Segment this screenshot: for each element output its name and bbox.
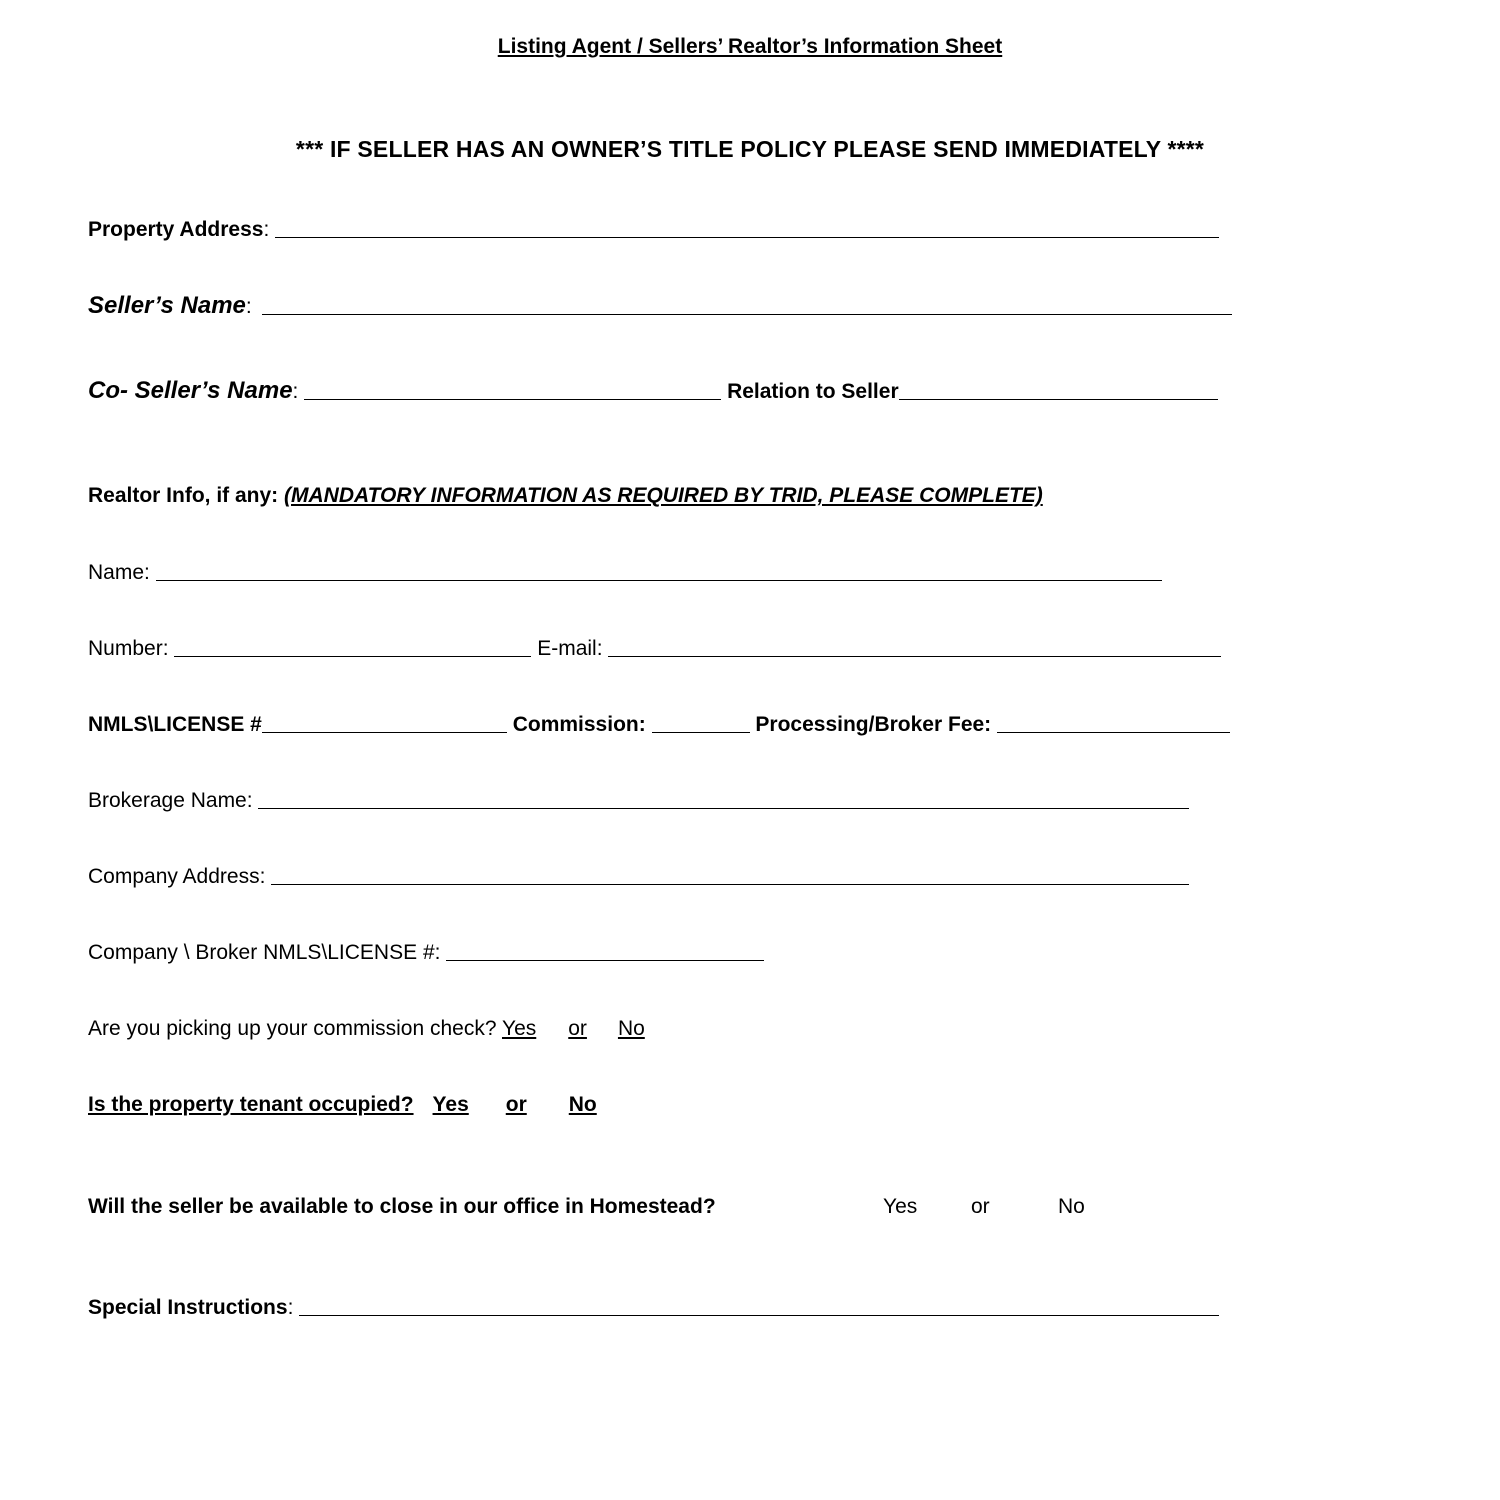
sellers-name-label: Seller’s Name [88, 292, 246, 319]
commission-check-question [88, 1018, 645, 1039]
co-sellers-name-row [88, 379, 1218, 403]
email-label: E-mail: [537, 637, 603, 660]
commission-check-options [502, 1017, 645, 1040]
special-instructions-field[interactable] [299, 1314, 1219, 1316]
number-email-row [88, 638, 1221, 659]
realtor-name-row [88, 562, 1162, 583]
tenant-occupied-no[interactable]: No [568, 1093, 597, 1116]
brokerage-name-row [88, 790, 1189, 811]
commission-check-no[interactable]: No [617, 1017, 645, 1040]
homestead-close-or: or [971, 1195, 990, 1218]
tenant-occupied-or: or [505, 1093, 527, 1116]
brokerage-name-label: Brokerage Name: [88, 789, 253, 812]
relation-to-seller-field[interactable] [899, 398, 1218, 400]
company-address-row [88, 866, 1189, 887]
number-label: Number: [88, 637, 169, 660]
property-address-label: Property Address [88, 218, 264, 241]
homestead-close-yes[interactable]: Yes [883, 1195, 918, 1218]
company-address-label: Company Address: [88, 865, 266, 888]
realtor-info-label: Realtor Info, if any: [88, 484, 285, 507]
sellers-name-row [88, 294, 1232, 318]
brokerage-name-field[interactable] [258, 807, 1189, 809]
tenant-occupied-question-text: Is the property tenant occupied? [88, 1093, 414, 1116]
realtor-name-field[interactable] [156, 579, 1162, 581]
title-policy-notice: *** IF SELLER HAS AN OWNER’S TITLE POLICY PLEASE SEND IMMEDIATELY **** [295, 136, 1205, 162]
homestead-close-question [88, 1195, 1085, 1218]
commission-check-or: or [568, 1017, 587, 1040]
processing-fee-field[interactable] [997, 731, 1230, 733]
homestead-close-no[interactable]: No [1058, 1195, 1085, 1218]
processing-fee-label: Processing/Broker Fee: [755, 713, 992, 736]
special-instructions-row [88, 1297, 1219, 1318]
commission-check-yes[interactable]: Yes [501, 1017, 537, 1040]
mandatory-info-note: (MANDATORY INFORMATION AS REQUIRED BY TRID, PLEASE COMPLETE) [284, 484, 1043, 507]
colon: : [245, 295, 252, 318]
commission-label: Commission: [512, 713, 646, 736]
commission-check-question-text: Are you picking up your commission check? [88, 1017, 497, 1040]
license-commission-row [88, 714, 1230, 735]
property-address-row [88, 219, 1219, 240]
colon: : [263, 218, 270, 241]
company-nmls-label: Company \ Broker NMLS\LICENSE #: [88, 941, 441, 964]
homestead-close-question-text: Will the seller be available to close in our office in Homestead? [88, 1195, 716, 1218]
tenant-occupied-question [88, 1094, 597, 1115]
number-field[interactable] [174, 655, 531, 657]
realtor-info-heading [88, 485, 1043, 506]
colon: : [292, 380, 299, 403]
tenant-occupied-yes[interactable]: Yes [432, 1093, 469, 1116]
sellers-name-field[interactable] [262, 313, 1232, 315]
email-field[interactable] [608, 655, 1221, 657]
nmls-license-field[interactable] [262, 731, 507, 733]
company-nmls-field[interactable] [446, 959, 764, 961]
commission-field[interactable] [652, 731, 750, 733]
co-sellers-name-label: Co- Seller’s Name [88, 377, 293, 404]
document-title: Listing Agent / Sellers’ Realtor’s Information Sheet [497, 35, 1003, 58]
co-sellers-name-field[interactable] [304, 398, 721, 400]
realtor-name-label: Name: [88, 561, 150, 584]
company-address-field[interactable] [271, 883, 1189, 885]
nmls-license-label: NMLS\LICENSE # [88, 713, 262, 736]
relation-to-seller-label: Relation to Seller [727, 380, 899, 403]
property-address-field[interactable] [275, 236, 1219, 238]
special-instructions-label: Special Instructions [88, 1296, 288, 1319]
company-nmls-row [88, 942, 764, 963]
colon: : [287, 1296, 294, 1319]
